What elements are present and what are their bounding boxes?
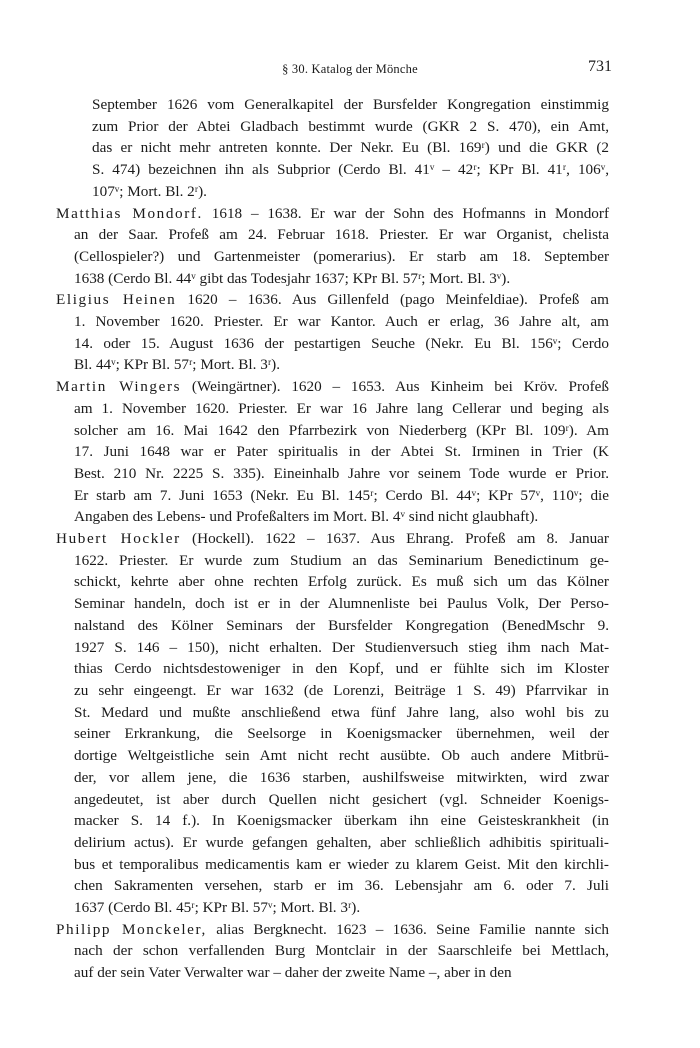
text-line: thias Cerdo nichtsdestoweniger in den Kopf, und er fühlte sich im Kloster — [74, 660, 609, 678]
catalog-text — [56, 94, 610, 984]
monk-entry — [56, 919, 609, 984]
text-line: zum Prior der Abtei Gladbach bestimmt wurde (GKR 2 S. 470), ein Amt, — [92, 117, 609, 135]
text-line: Seminar handeln, doch ist er in der Alumnenliste bei Paulus Volk, Der Perso- — [74, 595, 609, 613]
entry-text: 1620 – 1636. Aus Gillenfeld (pago Meinfeldiae). Profeß am — [176, 291, 609, 309]
page-header — [0, 58, 700, 80]
text-line: macker S. 14 f.). In Koenigsmacker überkam ihn eine Geisteskrankheit (in — [74, 812, 609, 830]
text-line: Best. 210 Nr. 2225 S. 335). Eineinhalb Jahre vor seinem Tode wurde er Prior. — [74, 464, 609, 482]
text-line: der, vor allem jene, die 1636 starben, aushilfsweise mitwirkten, wird zwar — [74, 768, 609, 786]
text-line: 1622. Priester. Er wurde zum Studium an das Seminarium Benedictinum ge- — [74, 551, 609, 569]
text-line: zu sehr eingeengt. Er war 1632 (de Lorenzi, Beiträge 1 S. 49) Pfarrvikar in — [74, 681, 609, 699]
text-line: solcher am 16. Mai 1642 den Pfarrbezirk von Niederberg (KPr Bl. 109ʳ). Am — [74, 421, 609, 439]
page-number: 731 — [588, 58, 612, 75]
monk-name: Hubert Hockler — [56, 530, 181, 548]
entry-text: 1618 – 1638. Er war der Sohn des Hofmanns in Mondorf — [202, 204, 610, 222]
text-line: (Cellospieler?) und Gartenmeister (pomerarius). Er starb am 18. September — [74, 247, 609, 265]
text-line: 14. oder 15. August 1636 der pestartigen Seuche (Nekr. Eu Bl. 156ᵛ; Cerdo — [74, 334, 609, 352]
text-line: 1. November 1620. Priester. Er war Kantor. Auch er erlag, 36 Jahre alt, am — [74, 313, 609, 331]
text-line: 1927 S. 146 – 150), nicht erhalten. Der Studienversuch stieg ihm nach Mat- — [74, 638, 609, 656]
text-line: 17. Juni 1648 war er Pater spiritualis in der Abtei St. Irminen in Trier (K — [74, 443, 609, 461]
text-line: Er starb am 7. Juni 1653 (Nekr. Eu Bl. 145ʳ; Cerdo Bl. 44ᵛ; KPr 57ᵛ, 110ᵛ; die — [74, 486, 609, 504]
running-head: § 30. Katalog der Mönche — [282, 62, 418, 76]
text-line: auf der sein Vater Verwalter war – daher der zweite Name –, aber in den — [74, 964, 512, 982]
text-line: St. Medard und mußte anschließend etwa fünf Jahre lang, also wohl bis zu — [74, 703, 609, 721]
monk-entry — [56, 289, 609, 376]
entry-text: (Weingärtner). 1620 – 1653. Aus Kinheim bei Kröv. Profeß — [181, 378, 610, 396]
monk-entry — [56, 528, 609, 919]
text-line: nach der schon verfallenden Burg Montclair in der Saarschleife bei Mettlach, — [74, 942, 609, 960]
text-line: seiner Erkrankung, die Seelsorge in Koenigsmacker übernehmen, weil der — [74, 725, 609, 743]
text-line: Bl. 44ᵛ; KPr Bl. 57ʳ; Mort. Bl. 3ʳ). — [74, 356, 280, 374]
monk-name: Martin Wingers — [56, 378, 182, 396]
text-line: 1638 (Cerdo Bl. 44ᵛ gibt das Todesjahr 1637; KPr Bl. 57ʳ; Mort. Bl. 3ᵛ). — [74, 269, 511, 287]
entry-text: (Hockell). 1622 – 1637. Aus Ehrang. Profeß am 8. Januar — [180, 530, 609, 548]
entry-continuation — [74, 94, 609, 203]
monk-name: Matthias Mondorf. — [56, 204, 203, 222]
monk-entry — [56, 376, 610, 528]
entry-text: alias Bergknecht. 1623 – 1636. Seine Familie nannte sich — [206, 920, 609, 938]
text-line — [56, 528, 609, 550]
text-line: schickt, kehrte aber ohne rechten Erfolg zurück. Es muß sich um das Kölner — [74, 573, 609, 591]
text-line: September 1626 vom Generalkapitel der Bursfelder Kongregation einstimmig — [92, 96, 609, 113]
text-line — [56, 919, 609, 941]
text-line: am 1. November 1620. Priester. Er war 16 Jahre lang Cellerar und beging als — [74, 399, 609, 417]
text-line: an der Saar. Profeß am 24. Februar 1618. Priester. Er war Organist, chelista — [74, 226, 609, 244]
text-line: das er nicht mehr antreten konnte. Der Nekr. Eu (Bl. 169ʳ) und die GKR (2 — [92, 139, 609, 157]
text-line — [56, 376, 610, 398]
monk-name: Philipp Monckeler, — [56, 920, 207, 938]
monk-name: Eligius Heinen — [56, 291, 177, 309]
text-line: 107ᵛ; Mort. Bl. 2ʳ). — [92, 182, 207, 200]
text-line: bus et temporalibus medicamentis kam er wieder zu klarem Geist. Mit den kirchli- — [74, 855, 609, 873]
text-line — [56, 203, 610, 225]
text-line: nalstand des Kölner Seminars der Bursfelder Kongregation (BenedMschr 9. — [74, 616, 609, 634]
text-line: 1637 (Cerdo Bl. 45ʳ; KPr Bl. 57ᵛ; Mort. Bl. 3ʳ). — [74, 899, 361, 917]
text-line: Angaben des Lebens- und Profeßalters im Mort. Bl. 4ᵛ sind nicht glaubhaft). — [74, 508, 539, 526]
text-line: delirium actus). Er wurde gefangen gehalten, aber schließlich adhibitis spirituali- — [74, 833, 609, 851]
text-line: chen Sakramenten versehen, starb er im 36. Lebensjahr am 6. oder 7. Juli — [74, 877, 609, 895]
text-line: angedeutet, ist aber durch Quellen nicht gesichert (vgl. Schneider Koenigs- — [74, 790, 609, 808]
text-line: S. 474) bezeichnen ihn als Subprior (Cerdo Bl. 41ᵛ – 42ʳ; KPr Bl. 41ʳ, 106ᵛ, — [92, 161, 609, 179]
monk-entry — [56, 203, 610, 290]
text-line: dortige Weltgeistliche sein Amt nicht recht ausübte. Ob auch andere Mitbrü- — [74, 747, 609, 765]
text-line — [56, 289, 609, 311]
